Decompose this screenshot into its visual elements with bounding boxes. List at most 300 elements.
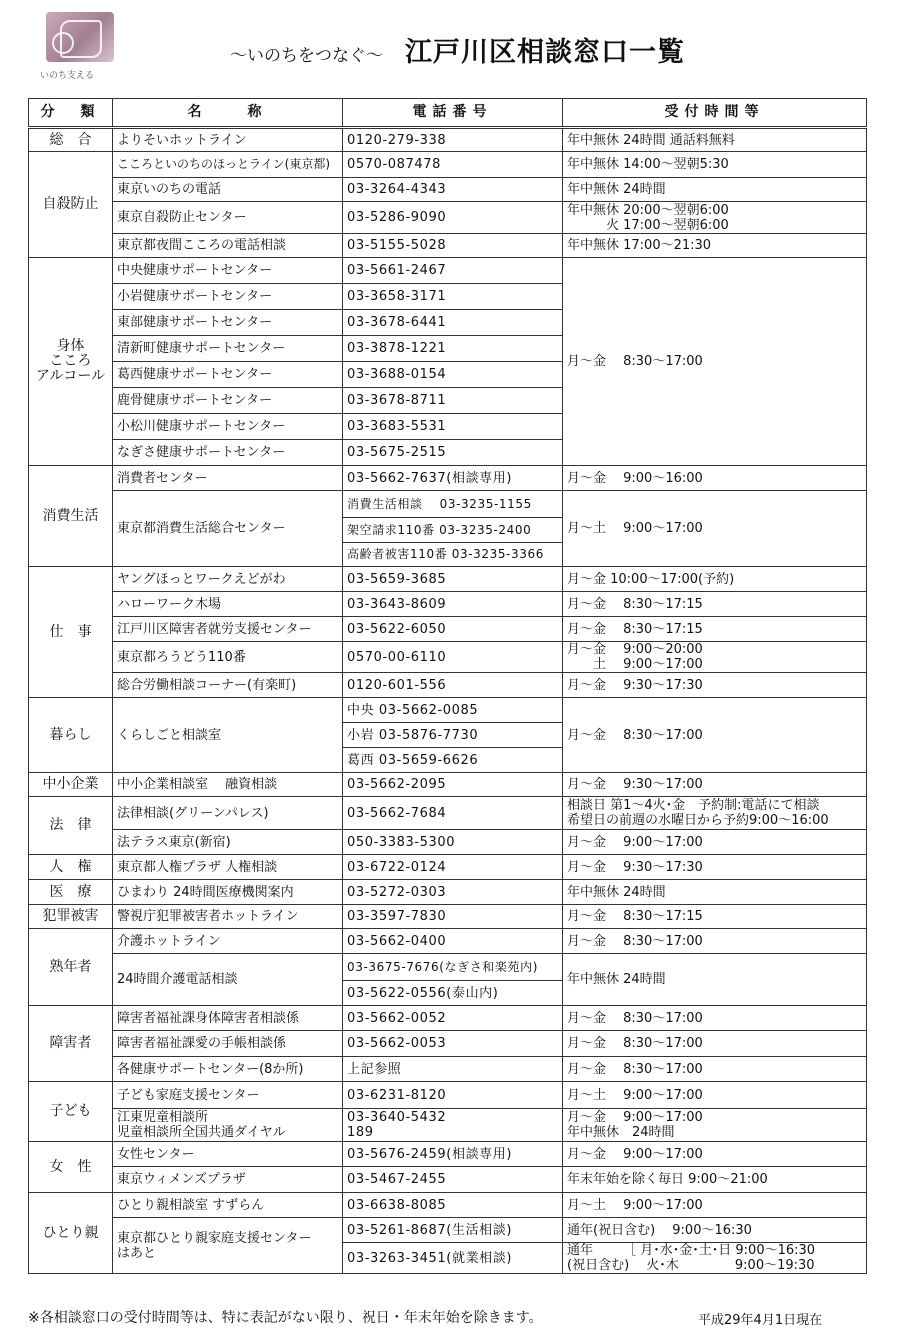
hours-cell xyxy=(563,1142,867,1167)
table-row xyxy=(29,830,867,855)
phone-number: 03-5662-0052 xyxy=(347,1010,447,1026)
category-cell xyxy=(29,567,113,698)
name-cell xyxy=(113,491,343,567)
phone-number: 03-5661-2467 xyxy=(347,263,447,278)
phone-number: 中央 03-5662-0085 xyxy=(347,702,479,718)
table-row xyxy=(29,797,867,830)
name-cell xyxy=(113,310,343,336)
hours-cell xyxy=(563,880,867,905)
name-cell xyxy=(113,880,343,905)
hours-text: 通年(祝日含む) 9:00〜16:30 xyxy=(567,1222,752,1238)
hours-cell xyxy=(563,1243,867,1274)
category-label: 法 律 xyxy=(49,817,92,833)
name-cell xyxy=(113,1142,343,1167)
facility-name: 中小企業相談室 融資相談 xyxy=(117,777,278,792)
facility-name: 東京いのちの電話 xyxy=(117,182,222,197)
facility-name: 法テラス東京(新宿) xyxy=(117,834,231,850)
phone-number: 03-5155-5028 xyxy=(347,238,447,253)
table-row xyxy=(29,491,867,518)
hours-text-secondary: 土 9:00〜17:00 xyxy=(567,657,703,672)
phone-cell xyxy=(343,543,563,567)
facility-name: 葛西健康サポートセンター xyxy=(117,367,273,382)
name-cell xyxy=(113,440,343,466)
name-cell xyxy=(113,905,343,929)
name-cell xyxy=(113,855,343,880)
phone-cell xyxy=(343,1006,563,1031)
phone-cell xyxy=(343,362,563,388)
category-cell xyxy=(29,466,113,567)
name-cell xyxy=(113,1082,343,1109)
phone-number: 03-6231-8120 xyxy=(347,1087,447,1103)
hours-text: 年末年始を除く毎日 9:00〜21:00 xyxy=(567,1172,768,1187)
header-category: 分 類 xyxy=(29,99,113,128)
category-label: 子ども xyxy=(49,1103,92,1119)
phone-number: 03-3263-3451(就業相談) xyxy=(347,1250,513,1266)
hours-text: 月〜金 8:30〜17:00 xyxy=(567,1036,703,1051)
hours-text: 月〜金 9:30〜17:30 xyxy=(567,677,703,693)
category-cell xyxy=(29,152,113,258)
name-cell xyxy=(113,152,343,178)
facility-name: 東京自殺防止センター xyxy=(117,210,247,225)
category-cell xyxy=(29,797,113,855)
name-cell xyxy=(113,830,343,855)
hours-cell xyxy=(563,592,867,617)
facility-name: 東京都人権プラザ 人権相談 xyxy=(117,859,278,875)
footer-note: ※各相談窓口の受付時間等は、特に表記がない限り、祝日・年末年始を除きます。 xyxy=(28,1310,543,1326)
phone-cell xyxy=(343,284,563,310)
hours-text-secondary: 年中無休 24時間 xyxy=(567,1125,675,1140)
header-name: 名 称 xyxy=(113,99,343,128)
phone-cell xyxy=(343,954,563,981)
facility-name: 障害者福祉課身体障害者相談係 xyxy=(117,1010,300,1026)
phone-number: 架空請求110番 03-3235-2400 xyxy=(347,522,532,537)
phone-cell xyxy=(343,440,563,466)
category-label: 仕 事 xyxy=(49,623,92,640)
hours-cell xyxy=(563,1006,867,1031)
phone-cell xyxy=(343,258,563,284)
phone-cell xyxy=(343,491,563,518)
table-row xyxy=(29,673,867,698)
hours-text: 月〜金 8:30〜17:00 xyxy=(567,933,703,949)
phone-number: 03-5662-7637(相談専用) xyxy=(347,470,513,486)
category-cell xyxy=(29,855,113,880)
table-row xyxy=(29,128,867,152)
hours-text: 年中無休 24時間 xyxy=(567,182,666,197)
phone-cell xyxy=(343,617,563,642)
phone-number: 上記参照 xyxy=(347,1061,402,1077)
hours-text: 相談日 第1〜4火･金 予約制:電話にて相談 xyxy=(567,798,820,813)
name-cell xyxy=(113,1167,343,1193)
facility-name: 東京都夜間こころの電話相談 xyxy=(117,238,287,253)
phone-cell xyxy=(343,128,563,152)
facility-name: くらしごと相談室 xyxy=(117,727,222,743)
hours-text: 月〜土 9:00〜17:00 xyxy=(567,521,703,536)
name-cell xyxy=(113,1218,343,1274)
hours-cell xyxy=(563,830,867,855)
table-row xyxy=(29,1006,867,1031)
hours-text: 月〜土 9:00〜17:00 xyxy=(567,1087,703,1103)
name-cell xyxy=(113,617,343,642)
page-header xyxy=(0,0,900,96)
name-cell xyxy=(113,466,343,491)
phone-cell xyxy=(343,1031,563,1057)
category-label: 中小企業 xyxy=(42,776,99,792)
table-row xyxy=(29,1031,867,1057)
phone-number: 0570-087478 xyxy=(347,157,442,172)
table-row xyxy=(29,567,867,592)
facility-name: こころといのちのほっとライン(東京都) xyxy=(117,157,331,171)
header-phone: 電話番号 xyxy=(343,99,563,128)
name-cell xyxy=(113,592,343,617)
category-cell xyxy=(29,1193,113,1274)
table-row xyxy=(29,617,867,642)
facility-name: 小岩健康サポートセンター xyxy=(117,289,273,304)
hours-text: 月〜金 8:30〜17:00 xyxy=(567,1010,703,1026)
facility-name: よりそいホットライン xyxy=(117,132,247,148)
category-label: ひとり親 xyxy=(42,1224,99,1241)
phone-cell xyxy=(343,723,563,748)
table-row xyxy=(29,202,867,234)
hours-cell xyxy=(563,773,867,797)
phone-number: 03-3597-7830 xyxy=(347,909,447,924)
name-cell xyxy=(113,414,343,440)
facility-name: 東京都ろうどう110番 xyxy=(117,649,246,665)
hours-text: 月〜金 8:30〜17:15 xyxy=(567,909,703,924)
hours-text: 月〜金 8:30〜17:15 xyxy=(567,596,703,612)
hours-cell xyxy=(563,673,867,698)
phone-number: 03-3640-5432 xyxy=(347,1110,447,1125)
phone-cell xyxy=(343,388,563,414)
name-cell xyxy=(113,642,343,673)
hours-cell xyxy=(563,617,867,642)
hours-cell xyxy=(563,698,867,773)
table-row xyxy=(29,698,867,723)
table-row xyxy=(29,178,867,202)
title-tagline: 〜いのちをつなぐ〜 xyxy=(230,46,383,66)
hours-cell xyxy=(563,929,867,954)
hours-cell xyxy=(563,797,867,830)
category-cell xyxy=(29,128,113,152)
table-row xyxy=(29,880,867,905)
phone-cell xyxy=(343,748,563,773)
phone-number: 03-3678-6441 xyxy=(347,315,447,330)
phone-cell xyxy=(343,880,563,905)
hours-text-secondary: (祝日含む) 火･木 9:00〜19:30 xyxy=(567,1258,815,1273)
name-cell xyxy=(113,258,343,284)
hours-text: 年中無休 14:00〜翌朝5:30 xyxy=(567,157,729,172)
hours-text: 月〜金 9:30〜17:30 xyxy=(567,859,703,875)
phone-number: 03-5622-0556(泰山内) xyxy=(347,985,499,1001)
facility-name: なぎさ健康サポートセンター xyxy=(117,445,286,460)
name-cell xyxy=(113,954,343,1006)
facility-name: 消費者センター xyxy=(117,470,208,486)
phone-number: 03-5286-9090 xyxy=(347,210,447,225)
hours-cell xyxy=(563,234,867,258)
hours-cell xyxy=(563,491,867,567)
name-cell xyxy=(113,362,343,388)
table-body xyxy=(29,128,867,1274)
table-row xyxy=(29,258,867,284)
hours-text: 月〜金 9:00〜17:00 xyxy=(567,1110,703,1125)
phone-number: 03-5659-3685 xyxy=(347,571,447,587)
hours-cell xyxy=(563,905,867,929)
phone-number: 0120-279-338 xyxy=(347,132,447,148)
name-cell xyxy=(113,1057,343,1082)
phone-number: 0570-00-6110 xyxy=(347,649,447,665)
phone-cell xyxy=(343,336,563,362)
phone-cell xyxy=(343,202,563,234)
consultation-table xyxy=(28,98,867,1274)
category-cell xyxy=(29,880,113,905)
phone-cell xyxy=(343,905,563,929)
phone-number: 03-5676-2459(相談専用) xyxy=(347,1146,513,1162)
facility-name: 総合労働相談コーナー(有楽町) xyxy=(117,677,297,693)
name-cell xyxy=(113,202,343,234)
category-label: 医 療 xyxy=(49,883,92,900)
facility-name: 24時間介護電話相談 xyxy=(117,972,238,987)
phone-cell xyxy=(343,797,563,830)
hours-text-secondary: 希望日の前週の水曜日から予約9:00〜16:00 xyxy=(567,813,829,828)
header-hours: 受付時間等 xyxy=(563,99,867,128)
hours-text: 通年 ［ 月･水･金･土･日 9:00〜16:30 xyxy=(567,1243,816,1258)
phone-cell xyxy=(343,642,563,673)
name-cell xyxy=(113,1109,343,1142)
phone-number: 03-3643-8609 xyxy=(347,596,447,612)
phone-number: 03-5467-2455 xyxy=(347,1172,447,1187)
phone-cell xyxy=(343,981,563,1006)
hours-cell xyxy=(563,152,867,178)
facility-name: 東京都消費生活総合センター xyxy=(117,521,286,536)
phone-number: 03-3683-5531 xyxy=(347,419,447,434)
phone-number-secondary: 189 xyxy=(347,1125,374,1140)
phone-cell xyxy=(343,178,563,202)
category-label: 熟年者 xyxy=(49,958,92,975)
hours-cell xyxy=(563,466,867,491)
name-cell xyxy=(113,929,343,954)
phone-cell xyxy=(343,518,563,543)
phone-number: 03-3878-1221 xyxy=(347,341,447,356)
phone-cell xyxy=(343,830,563,855)
name-cell xyxy=(113,567,343,592)
category-label: 暮らし xyxy=(49,726,92,743)
hours-cell xyxy=(563,202,867,234)
phone-cell xyxy=(343,1193,563,1218)
phone-number: 050-3383-5300 xyxy=(347,834,456,850)
table-row xyxy=(29,234,867,258)
hours-text: 月〜金 10:00〜17:00(予約) xyxy=(567,571,735,587)
phone-number: 03-3688-0154 xyxy=(347,367,447,382)
phone-number: 03-6638-8085 xyxy=(347,1197,447,1213)
category-cell xyxy=(29,929,113,1006)
hours-text: 年中無休 24時間 xyxy=(567,884,666,900)
category-cell xyxy=(29,258,113,466)
phone-cell xyxy=(343,1057,563,1082)
table-row xyxy=(29,1057,867,1082)
hours-text-secondary: 火 17:00〜翌朝6:00 xyxy=(567,217,729,233)
facility-name: 法律相談(グリーンパレス) xyxy=(117,805,269,821)
name-cell xyxy=(113,388,343,414)
phone-cell xyxy=(343,1243,563,1274)
table-header-row xyxy=(29,99,867,128)
facility-name: 江東児童相談所 xyxy=(117,1110,209,1125)
table-row xyxy=(29,929,867,954)
phone-cell xyxy=(343,1218,563,1243)
phone-number: 03-5675-2515 xyxy=(347,445,447,460)
facility-name: 中央健康サポートセンター xyxy=(117,263,273,278)
phone-number: 葛西 03-5659-6626 xyxy=(347,752,479,768)
page-title xyxy=(230,30,685,69)
facility-name: ヤングほっとワークえどがわ xyxy=(117,571,286,587)
hours-cell xyxy=(563,1167,867,1193)
phone-number: 03-5622-6050 xyxy=(347,621,447,637)
phone-cell xyxy=(343,698,563,723)
category-cell xyxy=(29,1082,113,1142)
category-label: こころ xyxy=(49,353,92,369)
phone-number: 高齢者被害110番 03-3235-3366 xyxy=(347,547,544,561)
category-label: 障害者 xyxy=(49,1035,92,1051)
table-row xyxy=(29,954,867,981)
logo-caption: いのち支える xyxy=(40,71,95,81)
name-cell xyxy=(113,673,343,698)
hours-cell xyxy=(563,258,867,466)
table-row xyxy=(29,152,867,178)
facility-name: 女性センター xyxy=(117,1146,195,1162)
hours-cell xyxy=(563,128,867,152)
facility-name: 東部健康サポートセンター xyxy=(117,315,273,330)
hours-cell xyxy=(563,855,867,880)
hours-text: 月〜金 8:30〜17:00 xyxy=(567,1061,703,1077)
category-cell xyxy=(29,905,113,929)
table-row xyxy=(29,855,867,880)
category-label: 総 合 xyxy=(49,131,92,148)
hours-text: 月〜金 9:30〜17:00 xyxy=(567,777,703,792)
phone-number: 03-5662-0053 xyxy=(347,1036,447,1051)
category-label: 女 性 xyxy=(49,1158,92,1175)
table-row xyxy=(29,592,867,617)
phone-cell xyxy=(343,1109,563,1142)
phone-cell xyxy=(343,414,563,440)
footer-date: 平成29年4月1日現在 xyxy=(698,1313,823,1328)
phone-number: 小岩 03-5876-7730 xyxy=(347,727,479,743)
hours-text: 月〜金 8:30〜17:15 xyxy=(567,621,703,637)
facility-name: 介護ホットライン xyxy=(117,933,221,949)
hours-text: 年中無休 20:00〜翌朝6:00 xyxy=(567,202,729,218)
hours-text: 年中無休 24時間 通話料無料 xyxy=(567,132,735,148)
table-row xyxy=(29,1167,867,1193)
phone-cell xyxy=(343,466,563,491)
phone-cell xyxy=(343,773,563,797)
category-cell xyxy=(29,1006,113,1082)
category-label: 消費生活 xyxy=(42,507,99,524)
phone-cell xyxy=(343,310,563,336)
logo xyxy=(46,12,114,62)
phone-number: 03-5662-0400 xyxy=(347,933,447,949)
table-row xyxy=(29,905,867,929)
phone-cell xyxy=(343,152,563,178)
hours-text: 月〜金 9:00〜17:00 xyxy=(567,1146,703,1162)
facility-name: 清新町健康サポートセンター xyxy=(117,341,286,356)
facility-name-secondary: はあと xyxy=(117,1245,157,1261)
table-row xyxy=(29,1142,867,1167)
hours-text: 月〜土 9:00〜17:00 xyxy=(567,1197,703,1213)
category-label: アルコール xyxy=(35,368,106,384)
phone-cell xyxy=(343,929,563,954)
hours-cell xyxy=(563,1082,867,1109)
table-row xyxy=(29,642,867,673)
hours-text: 年中無休 17:00〜21:30 xyxy=(567,238,712,253)
hours-cell xyxy=(563,567,867,592)
facility-name: ひとり親相談室 すずらん xyxy=(117,1197,265,1213)
category-label: 自殺防止 xyxy=(42,196,99,212)
table-row xyxy=(29,1193,867,1218)
facility-name: 小松川健康サポートセンター xyxy=(117,419,286,434)
name-cell xyxy=(113,698,343,773)
phone-number: 03-3675-7676(なぎさ和楽苑内) xyxy=(347,959,538,974)
facility-name: 東京ウィメンズプラザ xyxy=(117,1172,246,1187)
hours-text: 月〜金 9:00〜16:00 xyxy=(567,470,703,486)
phone-number: 03-3658-3171 xyxy=(347,289,447,304)
hours-text: 月〜金 8:30〜17:00 xyxy=(567,727,703,743)
facility-name: ひまわり 24時間医療機関案内 xyxy=(117,884,294,900)
hours-cell xyxy=(563,1031,867,1057)
phone-number: 消費生活相談 03-3235-1155 xyxy=(347,496,532,511)
name-cell xyxy=(113,773,343,797)
facility-name: 警視庁犯罪被害者ホットライン xyxy=(117,909,299,924)
hours-cell xyxy=(563,1057,867,1082)
facility-name: 各健康サポートセンター(8か所) xyxy=(117,1061,304,1077)
phone-number: 03-5662-2095 xyxy=(347,777,447,792)
table-row xyxy=(29,1082,867,1109)
phone-number: 03-3264-4343 xyxy=(347,182,447,197)
hours-cell xyxy=(563,1109,867,1142)
category-cell xyxy=(29,698,113,773)
phone-cell xyxy=(343,567,563,592)
facility-name-secondary: 児童相談所全国共通ダイヤル xyxy=(117,1125,286,1140)
phone-cell xyxy=(343,592,563,617)
facility-name: 鹿骨健康サポートセンター xyxy=(117,393,273,408)
category-label: 犯罪被害 xyxy=(42,908,99,924)
hours-text: 年中無休 24時間 xyxy=(567,972,666,987)
phone-number: 03-6722-0124 xyxy=(347,859,447,875)
facility-name: 東京都ひとり親家庭支援センター xyxy=(117,1230,312,1246)
hours-cell xyxy=(563,178,867,202)
phone-cell xyxy=(343,673,563,698)
hours-cell xyxy=(563,1218,867,1243)
hours-cell xyxy=(563,954,867,1006)
name-cell xyxy=(113,128,343,152)
heart-icon xyxy=(52,32,74,54)
phone-number: 0120-601-556 xyxy=(347,677,447,693)
phone-number: 03-5662-7684 xyxy=(347,805,447,821)
category-cell xyxy=(29,773,113,797)
hours-cell xyxy=(563,1193,867,1218)
category-label: 人 権 xyxy=(49,858,92,875)
hours-text: 月〜金 9:00〜20:00 xyxy=(567,642,703,657)
hours-cell xyxy=(563,642,867,673)
facility-name: 障害者福祉課愛の手帳相談係 xyxy=(117,1036,287,1051)
hours-text: 月〜金 8:30〜17:00 xyxy=(567,354,703,369)
name-cell xyxy=(113,1193,343,1218)
phone-cell xyxy=(343,855,563,880)
phone-number: 03-5272-0303 xyxy=(347,884,447,900)
name-cell xyxy=(113,1031,343,1057)
name-cell xyxy=(113,284,343,310)
phone-number: 03-5261-8687(生活相談) xyxy=(347,1222,513,1238)
name-cell xyxy=(113,1006,343,1031)
facility-name: 江戸川区障害者就労支援センター xyxy=(117,621,312,637)
title-text: 江戸川区相談窓口一覧 xyxy=(405,37,685,68)
name-cell xyxy=(113,234,343,258)
